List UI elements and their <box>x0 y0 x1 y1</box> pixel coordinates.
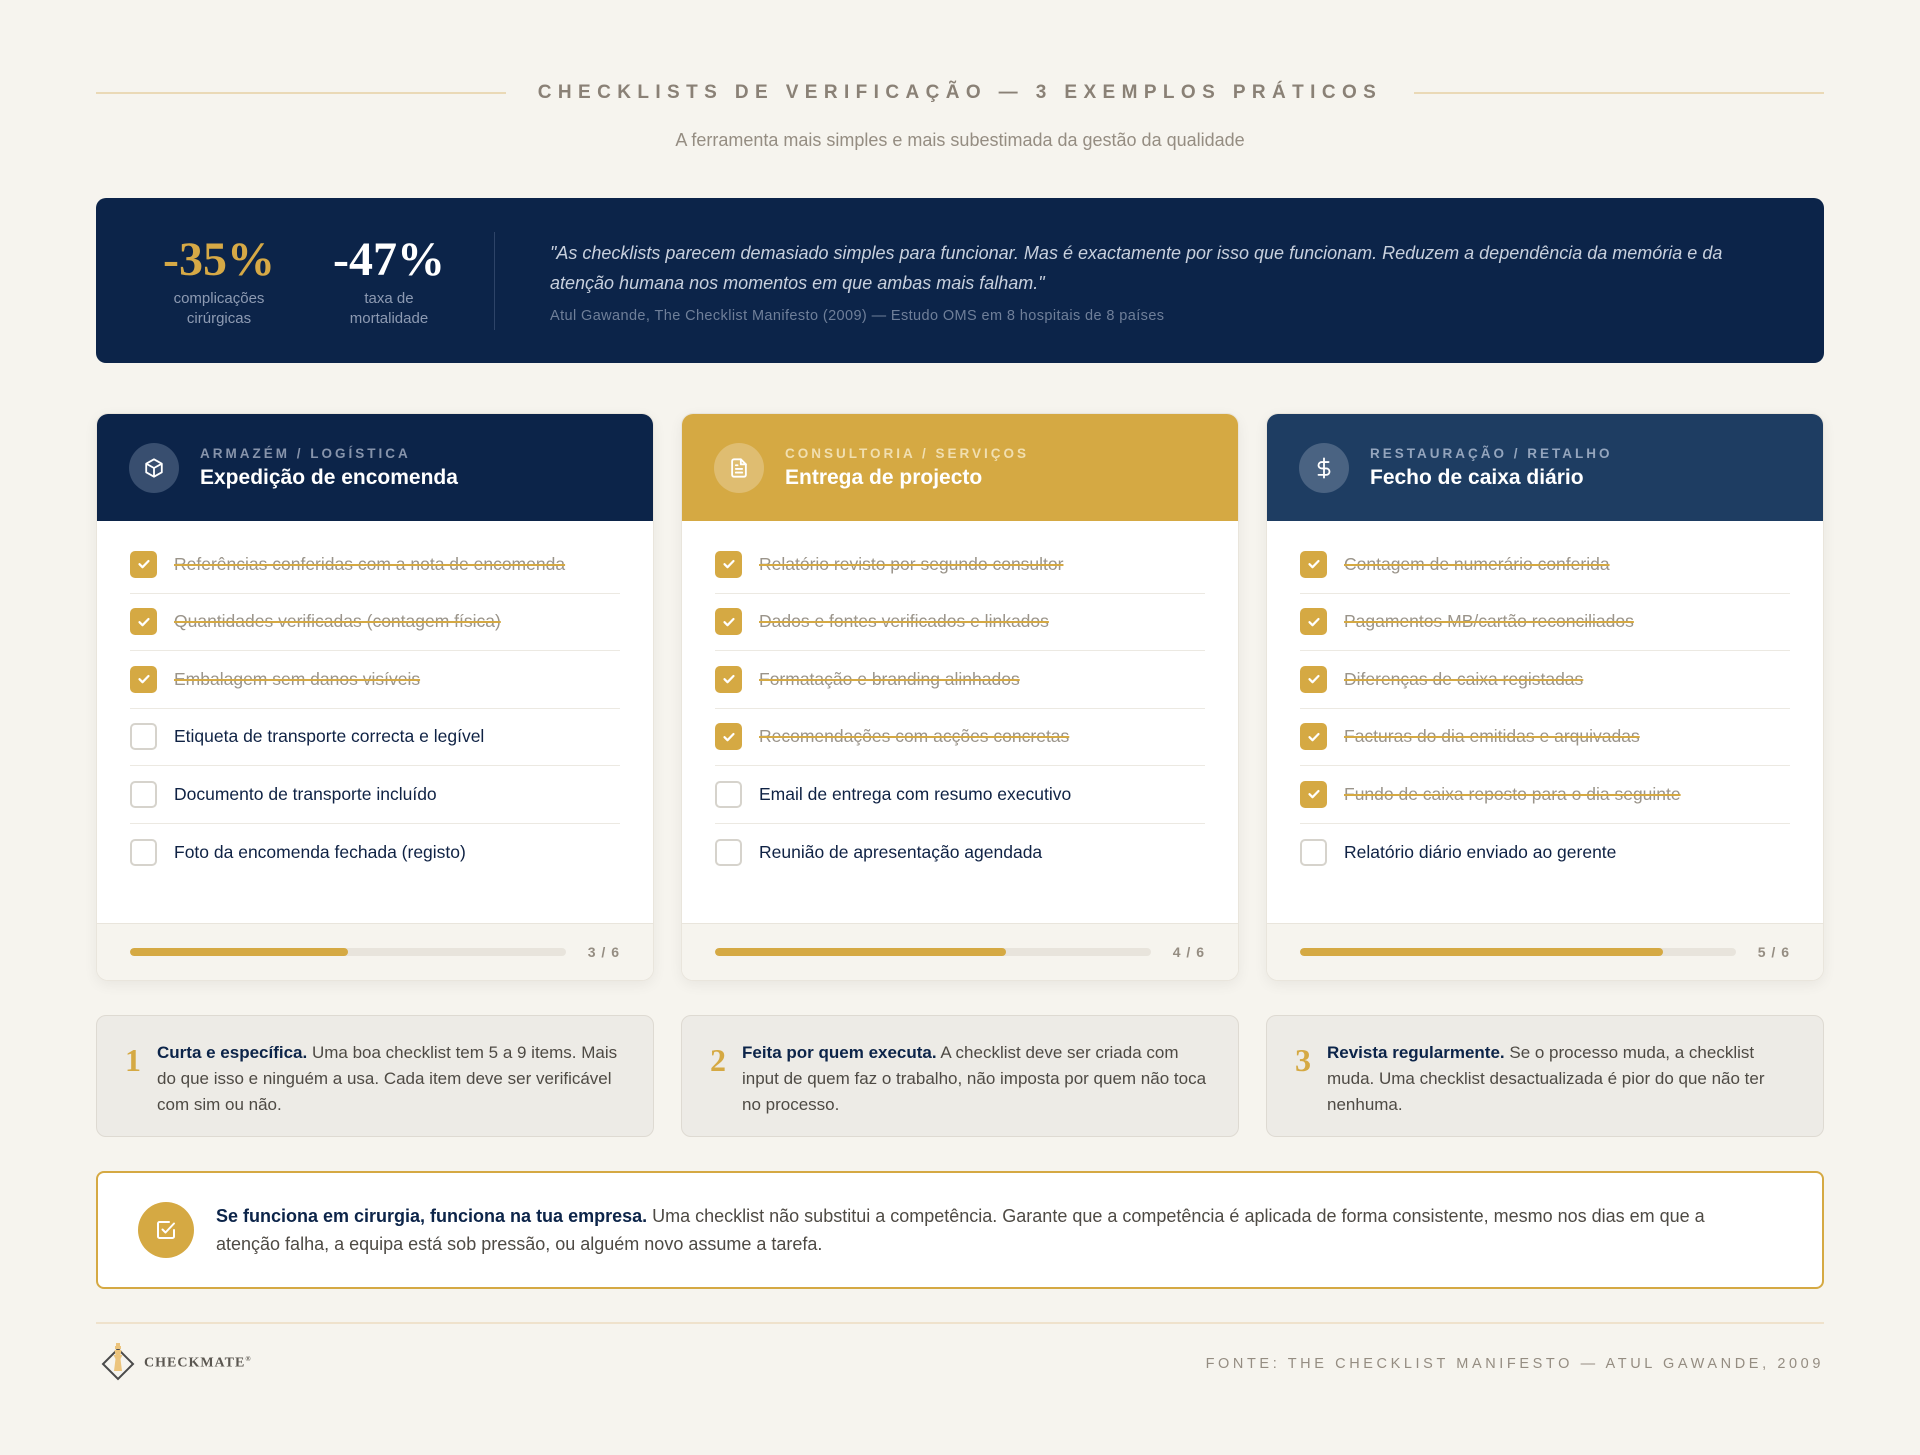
principle-lead: Feita por quem executa. <box>742 1043 937 1062</box>
item-label: Relatório diário enviado ao gerente <box>1344 841 1617 862</box>
item-label: Formatação e branding alinhados <box>759 668 1020 689</box>
item-label: Facturas do dia emitidas e arquivadas <box>1344 726 1640 747</box>
progress-bar <box>715 948 1151 956</box>
checkbox-unchecked[interactable] <box>130 839 157 866</box>
checklist <box>1267 521 1823 923</box>
principle-body: Se o processo muda, a checklist muda. Uma checklist desactualizada é pior do que não ter nenhuma. <box>1327 1043 1765 1114</box>
checkbox-checked[interactable] <box>1300 666 1327 693</box>
checklist-item[interactable] <box>130 594 620 652</box>
item-label: Recomendações com acções concretas <box>759 726 1070 747</box>
callout-body: Uma checklist não substitui a competência. Garante que a competência é aplicada de forma consistente, mesmo nos dias em que a atenção falha, a equipa está sob pressão, ou alguém novo assume a tarefa. <box>216 1206 1705 1254</box>
item-label: Foto da encomenda fechada (registo) <box>174 841 466 862</box>
card-category: RESTAURAÇÃO / RETALHO <box>1370 446 1613 461</box>
checkbox-checked[interactable] <box>130 551 157 578</box>
checkbox-unchecked[interactable] <box>130 781 157 808</box>
checklist-item[interactable] <box>1300 536 1790 594</box>
checklist-item[interactable] <box>715 824 1205 882</box>
checklist-item[interactable] <box>130 536 620 594</box>
checklist-item[interactable] <box>715 766 1205 824</box>
chess-king-icon <box>100 1341 136 1386</box>
stat-label-line: complicações <box>173 289 265 307</box>
page-title: CHECKLISTS DE VERIFICAÇÃO — 3 EXEMPLOS PRÁTICOS <box>537 82 1383 103</box>
brand-name: CHECKMATE® <box>144 1355 252 1371</box>
item-label: Email de entrega com resumo executivo <box>759 783 1072 804</box>
card-header-text <box>200 445 458 490</box>
checklist-card-consulting <box>681 413 1239 981</box>
item-label: Contagem de numerário conferida <box>1344 553 1610 574</box>
stat-label-line: cirúrgicas <box>186 309 252 327</box>
checklist-item[interactable] <box>1300 766 1790 824</box>
checklist-card-retail <box>1266 413 1824 981</box>
checklist-card-logistics <box>96 413 654 981</box>
principle-card <box>1266 1015 1824 1137</box>
principle-text <box>157 1040 623 1136</box>
checklist-item[interactable] <box>1300 709 1790 767</box>
stat-complications <box>134 233 304 329</box>
principle-number: 3 <box>1295 1042 1311 1078</box>
checkbox-unchecked[interactable] <box>715 781 742 808</box>
progress-count: 5 / 6 <box>1757 944 1790 960</box>
checklist-item[interactable] <box>130 651 620 709</box>
principle-body: A checklist deve ser criada com input de quem faz o trabalho, não imposta por quem não toca no processo. <box>742 1043 1207 1114</box>
principle-number: 2 <box>710 1042 726 1078</box>
divider-left <box>96 92 506 94</box>
checklist-item[interactable] <box>130 709 620 767</box>
item-label: Embalagem sem danos visíveis <box>174 668 421 689</box>
principle-text <box>1327 1040 1793 1136</box>
card-category: CONSULTORIA / SERVIÇOS <box>785 446 1030 461</box>
checklist-item[interactable] <box>715 536 1205 594</box>
card-header-text <box>785 445 1029 490</box>
stat-value: -35% <box>163 232 275 286</box>
item-label: Quantidades verificadas (contagem física) <box>174 611 501 632</box>
card-header <box>1267 414 1823 521</box>
principle-number: 1 <box>125 1042 141 1078</box>
footer-divider <box>96 1322 1824 1324</box>
progress-bar <box>1300 948 1736 956</box>
item-label: Diferenças de caixa registadas <box>1344 668 1584 689</box>
callout-box <box>96 1171 1824 1289</box>
progress-bar <box>130 948 566 956</box>
card-category: ARMAZÉM / LOGÍSTICA <box>200 446 411 461</box>
checklist-item[interactable] <box>715 709 1205 767</box>
checklist-cards <box>96 413 1824 981</box>
item-label: Reunião de apresentação agendada <box>759 841 1043 862</box>
principles <box>96 1015 1824 1137</box>
principle-lead: Revista regularmente. <box>1327 1043 1505 1062</box>
checkbox-checked[interactable] <box>1300 723 1327 750</box>
checkbox-checked[interactable] <box>1300 608 1327 635</box>
item-label: Etiqueta de transporte correcta e legível <box>174 726 485 747</box>
stat-label-line: taxa de <box>364 289 414 307</box>
document-icon <box>714 443 764 493</box>
footer-source: FONTE: THE CHECKLIST MANIFESTO — ATUL GAWANDE, 2009 <box>1205 1356 1824 1372</box>
stat-label-line: mortalidade <box>349 309 429 327</box>
principle-card <box>96 1015 654 1137</box>
checklist <box>682 521 1238 923</box>
page-header <box>96 78 1824 151</box>
card-progress <box>1267 923 1823 980</box>
checkbox-checked[interactable] <box>715 551 742 578</box>
item-label: Relatório revisto por segundo consultor <box>759 553 1064 574</box>
principle-text <box>742 1040 1208 1136</box>
checkbox-checked[interactable] <box>715 723 742 750</box>
stat-value: -47% <box>333 232 445 286</box>
principle-lead: Curta e específica. <box>157 1043 308 1062</box>
card-header <box>682 414 1238 521</box>
progress-fill <box>130 948 348 956</box>
checklist-item[interactable] <box>1300 594 1790 652</box>
checkbox-unchecked[interactable] <box>130 723 157 750</box>
checkbox-unchecked[interactable] <box>1300 839 1327 866</box>
progress-fill <box>715 948 1006 956</box>
checkbox-unchecked[interactable] <box>715 839 742 866</box>
quote-block <box>550 238 1790 324</box>
progress-fill <box>1300 948 1663 956</box>
card-progress <box>97 923 653 980</box>
callout-lead: Se funciona em cirurgia, funciona na tua empresa. <box>216 1206 648 1226</box>
banner-divider <box>494 232 495 330</box>
card-progress <box>682 923 1238 980</box>
checkbox-square-icon <box>138 1202 194 1258</box>
checkbox-checked[interactable] <box>130 666 157 693</box>
checkbox-checked[interactable] <box>1300 781 1327 808</box>
item-label: Pagamentos MB/cartão reconciliados <box>1344 611 1634 632</box>
card-title: Expedição de encomenda <box>200 466 458 489</box>
stats-banner <box>96 198 1824 363</box>
title-row <box>96 78 1824 108</box>
checklist-item[interactable] <box>715 651 1205 709</box>
item-label: Referências conferidas com a nota de encomenda <box>174 553 566 574</box>
principle-body: Uma boa checklist tem 5 a 9 items. Mais do que isso e ninguém a usa. Cada item deve ser verificável com sim ou não. <box>157 1043 618 1114</box>
checkbox-checked[interactable] <box>715 666 742 693</box>
brand-logo <box>100 1341 252 1386</box>
card-header <box>97 414 653 521</box>
checklist <box>97 521 653 923</box>
item-label: Documento de transporte incluído <box>174 783 437 804</box>
quote-source: Atul Gawande, The Checklist Manifesto (2009) — Estudo OMS em 8 hospitais de 8 países <box>550 307 1165 324</box>
checkbox-checked[interactable] <box>130 608 157 635</box>
principle-card <box>681 1015 1239 1137</box>
box-icon <box>129 443 179 493</box>
checklist-item[interactable] <box>130 766 620 824</box>
checkbox-checked[interactable] <box>715 608 742 635</box>
stat-label <box>304 289 474 329</box>
checklist-item[interactable] <box>1300 651 1790 709</box>
callout-text <box>216 1202 1756 1258</box>
stat-label <box>134 289 304 329</box>
progress-count: 3 / 6 <box>587 944 620 960</box>
card-title: Fecho de caixa diário <box>1370 466 1584 489</box>
checklist-item[interactable] <box>1300 824 1790 882</box>
card-title: Entrega de projecto <box>785 466 983 489</box>
checklist-item[interactable] <box>130 824 620 882</box>
progress-count: 4 / 6 <box>1172 944 1205 960</box>
stat-mortality <box>304 233 474 329</box>
checklist-item[interactable] <box>715 594 1205 652</box>
item-label: Dados e fontes verificados e linkados <box>759 611 1049 632</box>
dollar-icon <box>1299 443 1349 493</box>
quote-text: "As checklists parecem demasiado simples para funcionar. Mas é exactamente por isso que funcionam. Reduzem a dependência da memória e da atenção humana nos momentos em que ambas mais falham." <box>550 242 1723 293</box>
card-header-text <box>1370 445 1613 490</box>
checkbox-checked[interactable] <box>1300 551 1327 578</box>
page-subtitle: A ferramenta mais simples e mais subestimada da gestão da qualidade <box>675 130 1245 150</box>
item-label: Fundo de caixa reposto para o dia seguinte <box>1344 783 1681 804</box>
divider-right <box>1414 92 1824 94</box>
